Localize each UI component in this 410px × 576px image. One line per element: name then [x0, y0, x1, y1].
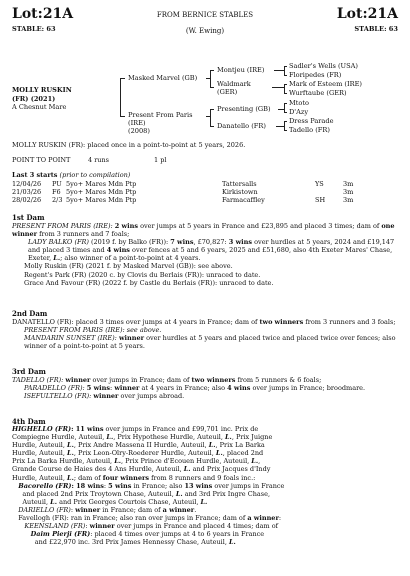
agent: (W. Ewing) [185, 27, 225, 35]
dam4-section [12, 425, 402, 546]
dam2-produce: PRESENT FROM PARIS (IRE): see above. [24, 326, 162, 335]
horse-origin-year: (FR) (2021) [12, 95, 56, 103]
pedigree-sire-sire: Montjeu (IRE) [217, 66, 265, 74]
dam4-line: KEENSLAND (FR): winner over jumps in France and placed 4 times; dam of [24, 522, 279, 531]
dam4-title: 4th Dam [12, 417, 46, 426]
starts-title: Last 3 starts [12, 171, 58, 179]
pedigree-dss: Mtoto [289, 99, 309, 107]
lot-number: Lot:21A [12, 6, 74, 22]
dam4-line: Daim Pierji (FR): placed 4 times over jumps at 4 to 6 years in France [30, 530, 265, 539]
dam4-line: Prix La Barka Hurdle, Auteuil, L., Prix Prince d'Ecouen Hurdle, Auteuil, L., [12, 457, 261, 466]
stable-number: STABLE: 63 [12, 25, 56, 33]
pedigree-dam-dam: Danatello (FR) [217, 122, 266, 130]
dam4-line: Hurdle, Auteuil, L., Prix Andre Massena II Hurdle, Auteuil, L., Prix La Barka [12, 441, 265, 450]
ptp-label: POINT TO POINT [12, 156, 71, 164]
pedigree-dam-line1: Present From Paris [128, 111, 193, 119]
dam4-line: and £22,970 inc. 3rd Prix James Hennessy Chase, Auteuil, L. [12, 538, 236, 547]
dam4-line: Hurdle, Auteuil, L., Prix Leon-Olry-Roederer Hurdle, Auteuil, L., placed 2nd [12, 449, 264, 458]
dam4-line: Hurdle, Auteuil, L.; dam of four winners from 8 runners and 9 foals inc.: [12, 473, 256, 482]
pedigree-sire: Masked Marvel (GB) [128, 74, 198, 82]
pedigree-dsd: D'Azy [289, 108, 309, 116]
starts-heading [12, 171, 130, 179]
dam1-produce: LADY BALKO (FR) (2019 f. by Balko (FR)): 7 wins, £70,827: 3 wins over hurdles at 5 years, 2024 and £19,147 and placed 3 times and 4 wins over fences at 5 and 6 years, 2025 and £51,680, also 4th Exeter Mares' Chase, Exeter, L.; also winner of a point-to-point at 4 years. [28, 238, 395, 263]
dam1-title: 1st Dam [12, 213, 45, 222]
dam1-section [12, 222, 402, 287]
dam3-paragraph: TADELLO (FR): winner over jumps in France; dam of two winners from 5 runners & 6 foals; [12, 376, 322, 384]
dam1-paragraph: PRESENT FROM PARIS (IRE): 2 wins over jumps at 5 years in France and £23,895 and placed 3 times; dam of one winner from 3 runners and 7 foals; [12, 222, 395, 239]
dam4-line: Bacorello (FR): 18 wins: 5 wins in France; also 13 wins over jumps in France [18, 481, 285, 490]
dam3-section [12, 376, 402, 400]
stable-number-right: STABLE: 63 [354, 25, 398, 33]
starts-note: (prior to compilation) [59, 171, 131, 179]
dam2-produce: MANDARIN SUNSET (IRE): winner over hurdles at 5 years and placed twice and placed twice over fences; also winner of a point-to-point at 5 years. [24, 334, 396, 351]
dam4-line: DARIELLO (FR): winner in France; dam of a winner. [18, 505, 197, 514]
dam4-line: Grande Course de Haies des 4 Ans Hurdle, Auteuil, L. and Prix Jacques d'Indy [12, 465, 271, 474]
dam3-produce: PARADELLO (FR): 5 wins: winner at 4 years in France; also 4 wins over jumps in France; broodmare. [24, 384, 366, 393]
lot-number-right: Lot:21A [336, 6, 398, 22]
dam1-produce: Grace And Favour (FR) (2022 f. by Castle du Berlais (FR)): unraced to date. [24, 278, 274, 287]
pedigree-dam-sire: Presenting (GB) [217, 105, 271, 113]
dam2-title: 2nd Dam [12, 309, 48, 318]
pedigree-dam-line2: (IRE) [128, 119, 146, 127]
dam4-line: and placed 2nd Prix Troytown Chase, Auteuil, L. and 3rd Prix Ingre Chase, [12, 489, 271, 498]
pedigree-sss: Sadler's Wells (USA) [289, 62, 358, 70]
pedigree-ddd: Tadello (FR) [289, 126, 330, 134]
pedigree-sdd: Wurftaube (GER) [289, 89, 347, 97]
ptp-runs: 4 runs [88, 156, 110, 164]
dam3-produce: ISEFULTELLO (FR): winner over jumps abroad. [24, 392, 185, 401]
consignor: FROM BERNICE STABLES [156, 11, 254, 19]
catalogue-page: Lot:21A Lot:21A STABLE: 63 STABLE: 63 FROM BERNICE STABLES (W. Ewing) MOLLY RUSKIN (FR) (2021) A Chesnut Mare Masked Marvel (GB) Present From Paris (IRE) (2008) Montjeu (IRE) Waldmark (GER) Presenting (GB) Danatello (FR) Sadler's Wells (USA) Floripedes (FR) Mark of Esteem (IRE) Wurftaube (GER) Mtoto D'Azy Dress Parade Tadello (FR) MOLLY RUSKIN (FR): placed once in a point-to-point at 5 years, 2026. POINT TO POINT 4 runs 1 pl Last 3 starts (prior to compilation) 12/04/26 PU 5yo+ Mares Mdn Ptp Tattersalls YS 3m 21/03/26 F6 5yo+ Mares Mdn Ptp Kirkistown 3m 28/02/26 2/3 5yo+ Mares Mdn Ptp Farmacaffley SH 3m 1st Dam PRESENT FROM PARIS (IRE): 2 wins over jumps at 5 years in France and £23,895 and placed 3 times; dam of one winner from 3 runners and 7 foals; LADY BALKO (FR) (2019 f. by Balko (FR)): 7 wins, £70,827: 3 wins over hurdles at 5 years, 2024 and £19,147 and placed 3 times and 4 wins over fences at 5 and 6 years, 2025 and £51,680, also 4th Exeter Mares' Chase, Exeter, L.; also winner of a point-to-point at 4 years. Molly Ruskin (FR) (2021 f. by Masked Marvel (GB)): see above. Regent's Park (FR) (2020 c. by Clovis du Berlais (FR)): unraced to date. Grace And Favour (FR) (2022 f. by Castle du Berlais (FR)): unraced to date. 2nd Dam DANATELLO (FR): placed 3 times over jumps at 4 years in France; dam of two winners from 3 runners and 3 foals; PRESENT FROM PARIS (IRE): see above. MANDARIN SUNSET (IRE): winner over hurdles at 5 years and placed twice and placed twice over fences; also winner of a point-to-point at 5 years. 3rd Dam TADELLO (FR): winner over jumps in France; dam of two winners from 5 runners & 6 foals; PARADELLO (FR): 5 wins: winner at 4 years in France; also 4 wins over jumps in France; broodmare. ISEFULTELLO (FR): winner over jumps abroad. 4th Dam HIGHELLO (FR): 11 wins over jumps in France and £99,701 inc. Prix de Compiegne Hurdle, Auteuil, L., Prix Hypothese Hurdle, Auteuil, L., Prix Juigne Hurdle, Auteuil, L., Prix Andre Massena II Hurdle, Auteuil, L., Prix La Barka Hurdle, Auteuil, L., Prix Leon-Olry-Roederer Hurdle, Auteuil, L., placed 2nd Prix La Barka Hurdle, Auteuil, L., Prix Prince d'Ecouen Hurdle, Auteuil, L., Grande Course de Haies des 4 Ans Hurdle, Auteuil, L. and Prix Jacques d'Indy Hurdle, Auteuil, L.; dam of four winners from 8 runners and 9 foals inc.: Bacorello (FR): 18 wins: 5 wins in France; also 13 wins over jumps in France and placed 2nd Prix Troytown Chase, Auteuil, L. and 3rd Prix Ingre Chase, Auteuil, L. and Prix Georges Courtois Chase, Auteuil, L. DARIELLO (FR): winner in France; dam of a winner. Favellogh (FR): ran in France; also ran over jumps in France; dam of a winner: KEENSLAND (FR): winner over jumps in France and placed 4 times; dam of Daim Pierji (FR): placed 4 times over jumps at 4 to 6 years in France and £22,970 inc. 3rd Prix James Hennessy Chase, Auteuil, L. [0, 0, 410, 576]
dam1-produce: Regent's Park (FR) (2020 c. by Clovis du Berlais (FR)): unraced to date. [24, 270, 261, 279]
horse-description: A Chesnut Mare [12, 103, 67, 111]
horse-summary: MOLLY RUSKIN (FR): placed once in a point-to-point at 5 years, 2026. [12, 141, 246, 149]
dam4-line: HIGHELLO (FR): 11 wins over jumps in France and £99,701 inc. Prix de [12, 425, 259, 433]
pedigree-sire-dam-line2: (GER) [217, 88, 238, 96]
pedigree-sire-dam-line1: Waldmark [217, 80, 251, 88]
dam4-line: Compiegne Hurdle, Auteuil, L., Prix Hypothese Hurdle, Auteuil, L., Prix Juigne [12, 433, 273, 442]
dam4-line: Auteuil, L. and Prix Georges Courtois Chase, Auteuil, L. [12, 497, 208, 506]
pedigree-dam-line3: (2008) [128, 127, 150, 135]
pedigree-ssd: Floripedes (FR) [289, 71, 342, 79]
pedigree-sds: Mark of Esteem (IRE) [289, 80, 362, 88]
dam4-line: Favellogh (FR): ran in France; also ran over jumps in France; dam of a winner: [12, 514, 282, 523]
dam2-paragraph: DANATELLO (FR): placed 3 times over jumps at 4 years in France; dam of two winners from 3 runners and 3 foals; [12, 318, 396, 326]
pedigree-dds: Dress Parade [289, 117, 334, 125]
dam1-produce: Molly Ruskin (FR) (2021 f. by Masked Marvel (GB)): see above. [24, 262, 233, 271]
dam3-title: 3rd Dam [12, 367, 46, 376]
horse-name: MOLLY RUSKIN [12, 86, 72, 94]
ptp-placed: 1 pl [154, 156, 167, 164]
dam2-section [12, 318, 402, 350]
